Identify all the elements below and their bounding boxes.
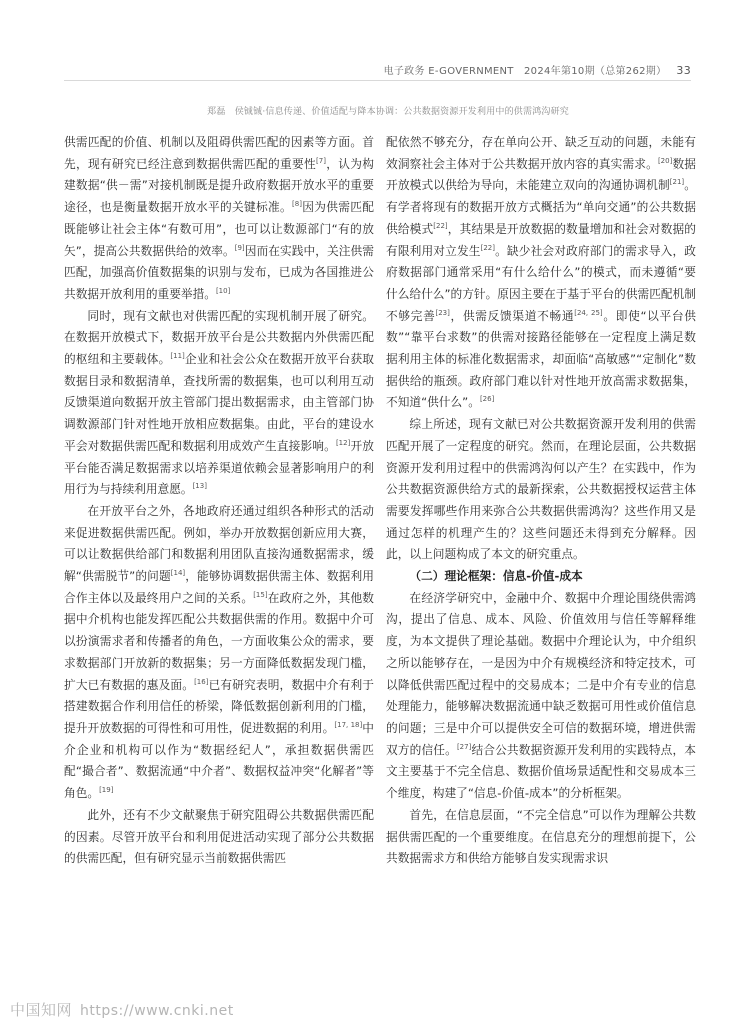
running-title: 郑磊 侯铖铖·信息传递、价值适配与降本协调：公共数据资源开发利用中的供需鸿沟研究 xyxy=(207,107,569,117)
citation-ref: [14] xyxy=(170,569,186,578)
cnki-watermark xyxy=(10,999,234,1020)
journal-info: 电子政务 E-GOVERNMENT 2024年第10期（总第262期） xyxy=(383,66,667,77)
citation-ref: [26] xyxy=(479,395,495,404)
header-divider xyxy=(64,80,691,81)
section-heading: （二）理论框架：信息-价值-成本 xyxy=(409,569,583,584)
paragraph: 此外，还有不少文献聚焦于研究阻碍公共数据供需匹配的因素。尽管开放平台和利用促进活动实现了部分公共数据的供需匹配，但有研究显示当前数据供需匹 xyxy=(64,807,374,866)
paragraph: 首先，在信息层面，“不完全信息”可以作为理解公共数据供需匹配的一个重要维度。在信息充分的理想前提下，公共数据需求方和供给方能够自发实现需求识 xyxy=(386,807,696,866)
paragraph: 在开放平台之外，各地政府还通过组织各种形式的活动来促进数据供需匹配。例如，举办开放数据创新应用大赛，可以让数据供给部门和数据利用团队直接沟通数据需求，缓解“供需脱节”的问题[14]，能够协调数据供需主体、数据利用合作主体以及最终用户之间的关系。[15]在政府之外，其他数据中介机构也能发挥匹配公共数据供需的作用。数据中介可以扮演需求者和传播者的角色，一方面收集公众的需求，要求数据部门开放新的数据集；另一方面降低数据发现门槛，扩大已有数据的惠及面。[16]已有研究表明，数据中介有利于搭建数据合作利用信任的桥梁，降低数据创新利用的门槛，提升开放数据的可得性和可用性，促进数据的利用。[17, 18]中介企业和机构可以作为“数据经纪人”，承担数据供需匹配“撮合者”、数据流通“中介者”、数据权益冲突“化解者”等角色。[19] xyxy=(64,503,374,801)
paragraph: 综上所述，现有文献已对公共数据资源开发利用的供需匹配开展了一定程度的研究。然而，在理论层面，公共数据资源开发利用过程中的供需鸿沟何以产生？在实践中，作为公共数据资源供给方式的最新探索，公共数据授权运营主体需要发挥哪些作用来弥合公共数据供需鸿沟？这些作用又是通过怎样的机理产生的？这些问题还未得到充分解释。因此，以上问题构成了本文的研究重点。 xyxy=(386,417,696,562)
citation-ref: [7] xyxy=(316,156,326,165)
citation-ref: [27] xyxy=(456,742,472,751)
citation-ref: [22] xyxy=(480,243,495,252)
paragraph: 供需匹配的价值、机制以及阻碍供需匹配的因素等方面。首先，现有研究已经注意到数据供需匹配的重要性[7]，认为构建数据“供－需”对接机制既是提升政府数据开放水平的重要途径，也是衡量数据开放水平的关键标准。[8]因为供需匹配既能够让社会主体“有数可用”，也可以让数源部门“有的放矢”，提高公共数据供给的效率。[9]因而在实践中，关注供需匹配，加强高价值数据集的识别与发布，已成为各国推进公共数据开放利用的重要举措。[10] xyxy=(64,135,374,301)
watermark-brand: 中国知网 xyxy=(10,1001,73,1019)
citation-ref: [21] xyxy=(669,178,685,187)
paragraph: 同时，现有文献也对供需匹配的实现机制开展了研究。在数据开放模式下，数据开放平台是公共数据内外供需匹配的枢纽和主要载体。[11]企业和社会公众在数据开放平台获取数据目录和数据清单，查找所需的数据集，也可以利用互动反馈渠道向数据开放主管部门提出数据需求，由主管部门协调数源部门针对性地开放相应数据集。由此，平台的建设水平会对数据供需匹配和数据利用成效产生直接影响。[12]开放平台能否满足数据需求以培养渠道依赖会显著影响用户的利用行为与持续利用意愿。[13] xyxy=(64,308,374,497)
left-column xyxy=(64,132,374,870)
paragraph: 在经济学研究中，金融中介、数据中介理论围绕供需鸿沟，提出了信息、成本、风险、价值效用与信任等解释维度，为本文提供了理论基础。数据中介理论认为，中介组织之所以能够存在，一是因为中介有规模经济和特定技术，可以降低供需匹配过程中的交易成本；二是中介有专业的信息处理能力，能够解决数据流通中缺乏数据可用性或价值信息的问题；三是中介可以提供安全可信的数据环境，增进供需双方的信任。[27]结合公共数据资源开发利用的实践特点，本文主要基于不完全信息、数据价值场景适配性和交易成本三个维度，构建了“信息-价值-成本”的分析框架。 xyxy=(386,590,696,801)
citation-ref: [8] xyxy=(292,200,302,209)
right-column xyxy=(386,132,696,870)
citation-ref: [22] xyxy=(433,221,448,230)
citation-ref: [19] xyxy=(99,786,114,795)
citation-ref: [13] xyxy=(192,482,207,491)
page-number: 33 xyxy=(676,64,691,77)
citation-ref: [20] xyxy=(657,156,673,165)
citation-ref: [9] xyxy=(234,243,245,252)
citation-ref: [10] xyxy=(215,287,231,296)
citation-ref: [17, 18] xyxy=(334,721,363,730)
citation-ref: [12] xyxy=(335,438,351,447)
citation-ref: [11] xyxy=(170,352,185,361)
citation-ref: [23] xyxy=(435,308,450,317)
citation-ref: [15] xyxy=(253,590,268,599)
paragraph: 配依然不够充分，存在单向公开、缺乏互动的问题，未能有效洞察社会主体对于公共数据开放内容的真实需求。[20]数据开放模式以供给为导向，未能建立双向的沟通协调机制[21]。有学者将现有的数据开放方式概括为“单向交通”的公共数据供给模式[22]，其结果是开放数据的数量增加和社会对数据的有限利用对立发生[22]。缺少社会对政府部门的需求导入，政府数据部门通常采用“有什么给什么”的模式，而未遵循“要什么给什么”的方针。原因主要在于基于平台的供需匹配机制不够完善[23]，供需反馈渠道不畅通[24, 25]。即使“以平台供数”“靠平台求数”的供需对接路径能够在一定程度上满足数据利用主体的标准化数据需求，却面临“高敏感”“定制化”数据供给的瓶颈。政府部门难以针对性地开放高需求数据集，不知道“供什么”。[26] xyxy=(386,135,696,410)
citation-ref: [24, 25] xyxy=(574,308,603,317)
watermark-url: https://www.cnki.net xyxy=(80,1003,234,1019)
citation-ref: [16] xyxy=(194,677,209,686)
journal-header xyxy=(384,62,691,77)
